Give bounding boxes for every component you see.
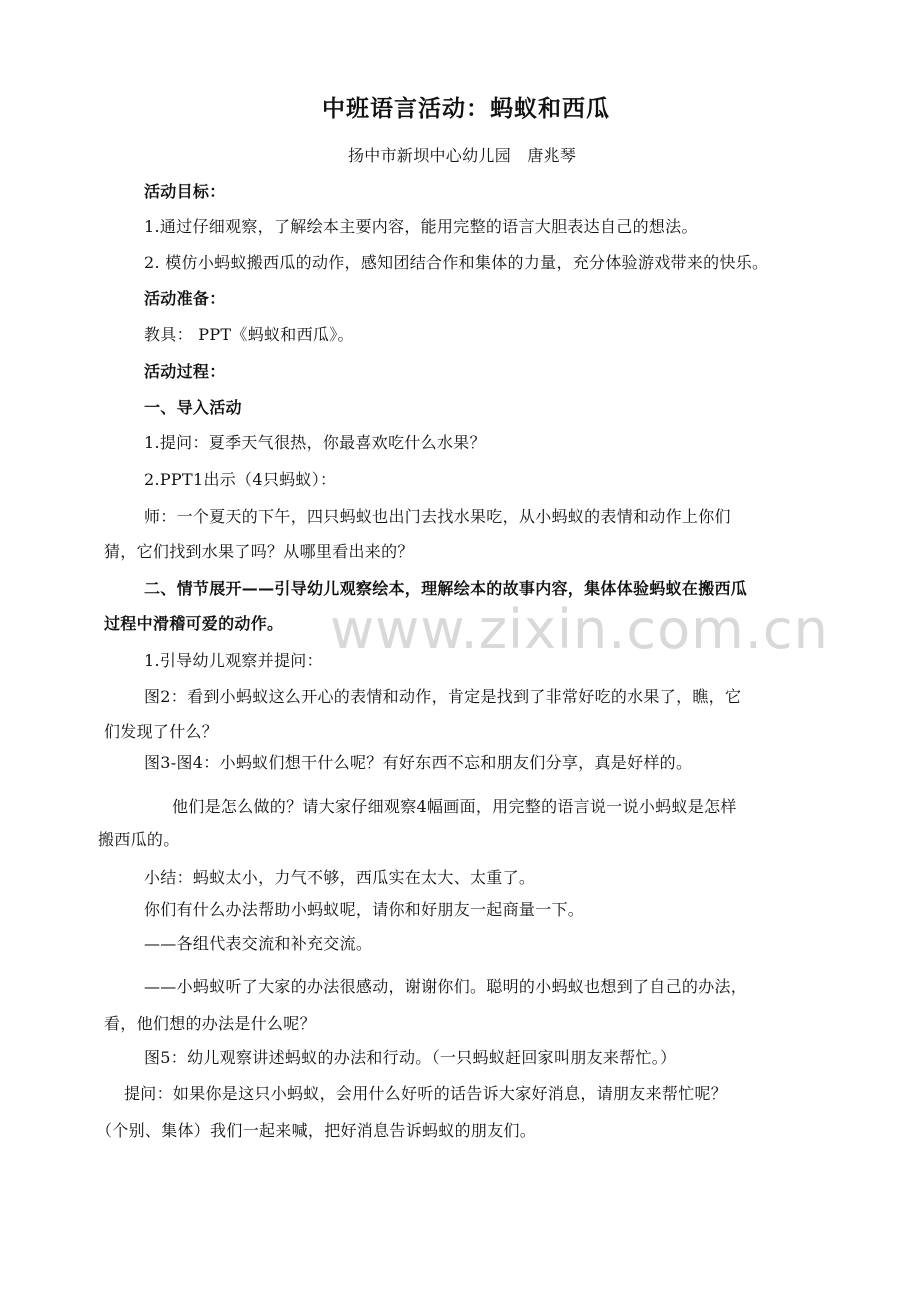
- how-line-1: 他们是怎么做的？请大家仔细观察4幅画面，用完整的语言说一说小蚂蚁是怎样: [172, 797, 737, 816]
- goal-1: 1.通过仔细观察，了解绘本主要内容，能用完整的语言大胆表达自己的想法。: [144, 217, 698, 236]
- process-heading: 活动过程：: [144, 362, 226, 381]
- author-line: 扬中市新坝中心幼儿园 唐兆琴: [348, 146, 577, 165]
- prep-text: 教具： PPT《蚂蚁和西瓜》。: [144, 325, 354, 344]
- document-title: 中班语言活动：蚂蚁和西瓜: [322, 96, 610, 122]
- guide-line: 1.引导幼儿观察并提问：: [144, 651, 323, 670]
- goal-2: 2. 模仿小蚂蚁搬西瓜的动作，感知团结合作和集体的力量，充分体验游戏带来的快乐。: [144, 253, 769, 272]
- fig2-line-1: 图2：看到小蚂蚁这么开心的表情和动作，肯定是找到了非常好吃的水果了，瞧，它: [144, 687, 742, 706]
- teacher-line-2: 猜，它们找到水果了吗？从哪里看出来的？: [104, 542, 414, 561]
- fig34-line: 图3-图4：小蚂蚁们想干什么呢？有好东西不忘和朋友们分享，真是好样的。: [144, 753, 693, 772]
- moved-line-1: ——小蚂蚁听了大家的办法很感动，谢谢你们。聪明的小蚂蚁也想到了自己的办法，: [144, 977, 748, 996]
- teacher-line-1: 师：一个夏天的下午，四只蚂蚁也出门去找水果吃，从小蚂蚁的表情和动作上你们: [144, 507, 731, 526]
- prep-heading: 活动准备：: [144, 289, 226, 308]
- ask-line-1: 提问：如果你是这只小蚂蚁，会用什么好听的话告诉大家好消息，请朋友来帮忙呢？: [124, 1084, 728, 1103]
- ask-line-2: （个别、集体）我们一起来喊，把好消息告诉蚂蚁的朋友们。: [96, 1121, 537, 1140]
- section-2-line-1: 二、情节展开——引导幼儿观察绘本，理解绘本的故事内容，集体体验蚂蚁在搬西瓜: [144, 579, 748, 598]
- section-2-line-2: 过程中滑稽可爱的动作。: [104, 614, 284, 633]
- summary-line: 小结：蚂蚁太小，力气不够，西瓜实在太大、太重了。: [144, 868, 536, 887]
- help-line: 你们有什么办法帮助小蚂蚁呢，请你和好朋友一起商量一下。: [144, 900, 585, 919]
- fig2-line-2: 们发现了什么？: [104, 722, 219, 741]
- exchange-line: ——各组代表交流和补充交流。: [144, 934, 373, 953]
- watermark: www.zixin.com.cn: [330, 598, 829, 661]
- goals-heading: 活动目标：: [144, 182, 226, 201]
- question-1: 1.提问：夏季天气很热，你最喜欢吃什么水果？: [144, 433, 486, 452]
- ppt1-line: 2.PPT1出示（4只蚂蚁）：: [144, 470, 337, 489]
- fig5-line: 图5：幼儿观察讲述蚂蚁的办法和行动。（一只蚂蚁赶回家叫朋友来帮忙。）: [144, 1048, 677, 1067]
- moved-line-2: 看，他们想的办法是什么呢？: [104, 1014, 316, 1033]
- how-line-2: 搬西瓜的。: [98, 830, 180, 849]
- section-1-heading: 一、导入活动: [144, 398, 242, 417]
